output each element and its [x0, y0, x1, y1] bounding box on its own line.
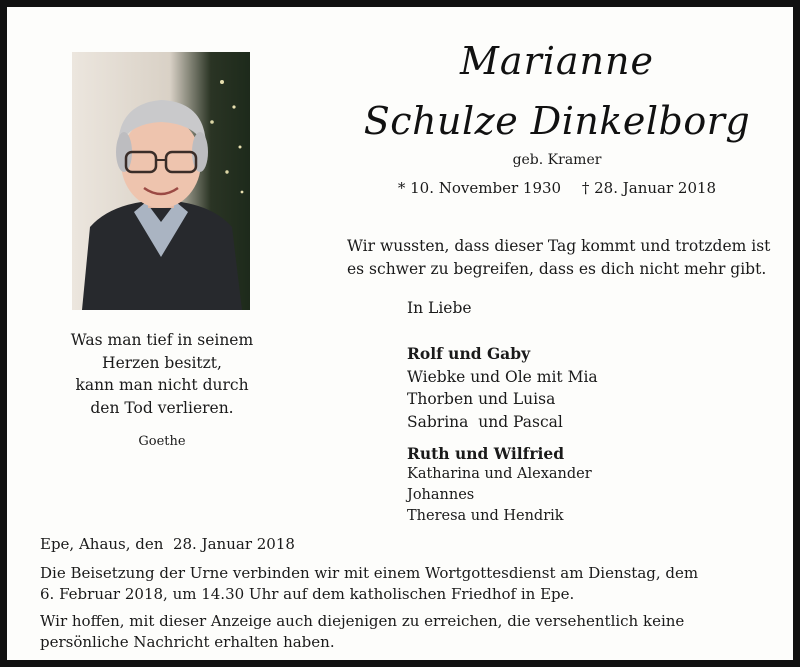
portrait-photo: [72, 52, 250, 310]
family-member: Wiebke und Ole mit Mia: [407, 367, 598, 386]
family-member: Sabrina und Pascal: [407, 412, 563, 431]
quote-line: den Tod verlieren.: [90, 398, 234, 417]
death-date: † 28. Januar 2018: [581, 179, 717, 197]
message-line: es schwer zu begreifen, dass es dich nicht mehr gibt.: [347, 260, 767, 278]
message-line: Wir wussten, dass dieser Tag kommt und trotzdem ist: [347, 237, 771, 255]
note-line: Wir hoffen, mit dieser Anzeige auch diejenigen zu erreichen, die versehentlich keine: [40, 612, 685, 630]
memorial-quote: [47, 329, 277, 419]
note-line: persönliche Nachricht erhalten haben.: [40, 633, 335, 651]
family-head: Rolf und Gaby: [407, 344, 531, 363]
burial-notice: [40, 563, 780, 605]
deceased-first-name: Marianne: [460, 39, 654, 83]
quote-line: Was man tief in seinem: [70, 331, 254, 349]
condolence-message: [347, 235, 787, 281]
quote-author: Goethe: [138, 434, 186, 449]
burial-line: 6. Februar 2018, um 14.30 Uhr auf dem katholischen Friedhof in Epe.: [40, 585, 575, 603]
family-head: Ruth und Wilfried: [407, 444, 565, 463]
notification-note: [40, 611, 780, 653]
burial-line: Die Beisetzung der Urne verbinden wir mit einem Wortgottesdienst am Dienstag, dem: [40, 564, 699, 582]
birth-date: * 10. November 1930: [397, 179, 562, 197]
family-member: Johannes: [407, 487, 475, 503]
quote-line: kann man nicht durch: [75, 376, 249, 394]
family-member: Katharina und Alexander: [407, 466, 592, 482]
family-group: [407, 443, 592, 527]
family-member: Theresa und Hendrik: [407, 508, 564, 524]
maiden-name: geb. Kramer: [512, 152, 602, 168]
portrait-illustration: [72, 52, 250, 310]
family-member: Thorben und Luisa: [407, 390, 556, 408]
quote-line: Herzen besitzt,: [102, 353, 222, 372]
closing-phrase: In Liebe: [407, 299, 472, 317]
family-group: [407, 343, 598, 433]
deceased-last-name: Schulze Dinkelborg: [363, 99, 751, 143]
life-dates: [307, 179, 800, 197]
place-date: Epe, Ahaus, den 28. Januar 2018: [40, 535, 295, 553]
